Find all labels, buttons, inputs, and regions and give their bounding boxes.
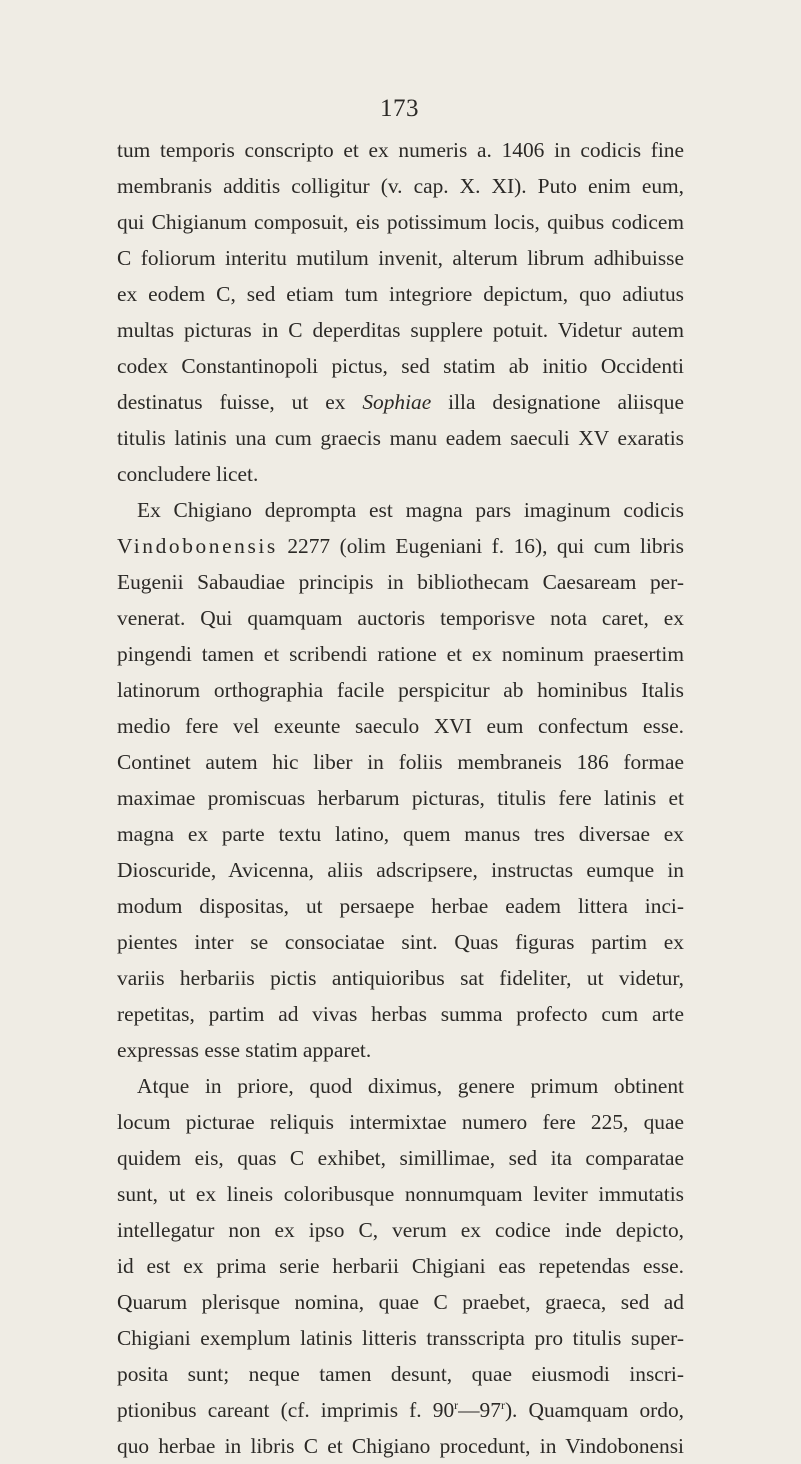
spaced-term: Vindobonensis xyxy=(117,534,278,558)
text-line: tum temporis conscripto et ex numeris a. 1406 in codicis fine xyxy=(117,138,684,162)
text-line: venerat. Qui quamquam auctoris temporisve nota caret, ex xyxy=(117,606,684,630)
text-line: latinorum orthographia facile perspicitur ab hominibus Italis xyxy=(117,678,684,702)
text-segment: ). Quamquam ordo, xyxy=(504,1398,684,1422)
text-line: ex eodem C, sed etiam tum integriore depictum, quo adiutus xyxy=(117,282,684,306)
text-line: concludere licet. xyxy=(117,462,259,486)
body-text xyxy=(117,132,684,1464)
text-line: repetitas, partim ad vivas herbas summa profecto cum arte xyxy=(117,1002,684,1026)
text-segment: destinatus fuisse, ut ex xyxy=(117,390,363,414)
text-line: pingendi tamen et scribendi ratione et ex nominum praesertim xyxy=(117,642,684,666)
text-line: magna ex parte textu latino, quem manus tres diversae ex xyxy=(117,822,684,846)
text-line: Eugenii Sabaudiae principis in bibliothecam Caesaream per- xyxy=(117,570,684,594)
text-line: Quarum plerisque nomina, quae C praebet, graeca, sed ad xyxy=(117,1290,684,1314)
text-line: qui Chigianum composuit, eis potissimum locis, quibus codicem xyxy=(117,210,684,234)
text-segment: —97 xyxy=(458,1398,501,1422)
text-line: sunt, ut ex lineis coloribusque nonnumquam leviter immutatis xyxy=(117,1182,684,1206)
text-line: pientes inter se consociatae sint. Quas figuras partim ex xyxy=(117,930,684,954)
text-line: id est ex prima serie herbarii Chigiani eas repetendas esse. xyxy=(117,1254,684,1278)
text-line xyxy=(117,1392,684,1428)
text-line: Dioscuride, Avicenna, aliis adscripsere, instructas eumque in xyxy=(117,858,684,882)
text-line: expressas esse statim apparet. xyxy=(117,1038,372,1062)
text-line: Continet autem hic liber in foliis membraneis 186 formae xyxy=(117,750,684,774)
text-line: medio fere vel exeunte saeculo XVI eum confectum esse. xyxy=(117,714,684,738)
paragraph-start-line: Atque in priore, quod diximus, genere primum obtinent xyxy=(137,1074,684,1098)
text-line: quo herbae in libris C et Chigiano procedunt, in Vindobonensi xyxy=(117,1434,684,1458)
paragraph-start-line: Ex Chigiano deprompta est magna pars imaginum codicis xyxy=(137,498,684,522)
text-line: locum picturae reliquis intermixtae numero fere 225, quae xyxy=(117,1110,684,1134)
text-line xyxy=(117,384,684,420)
superscript: r xyxy=(454,1398,459,1412)
superscript: r xyxy=(500,1398,505,1412)
text-line: maximae promiscuas herbarum picturas, titulis fere latinis et xyxy=(117,786,684,810)
text-line: quidem eis, quas C exhibet, simillimae, sed ita comparatae xyxy=(117,1146,684,1170)
text-line: codex Constantinopoli pictus, sed statim ab initio Occidenti xyxy=(117,354,684,378)
text-line: intellegatur non ex ipso C, verum ex codice inde depicto, xyxy=(117,1218,684,1242)
text-segment: ptionibus careant (cf. imprimis f. 90 xyxy=(117,1398,455,1422)
text-line: posita sunt; neque tamen desunt, quae eiusmodi inscri- xyxy=(117,1362,684,1386)
text-segment: illa designatione aliisque xyxy=(431,390,684,414)
page-number: 173 xyxy=(380,95,419,122)
text-line: titulis latinis una cum graecis manu eadem saeculi XV exaratis xyxy=(117,426,684,450)
text-line: membranis additis colligitur (v. cap. X. XI). Puto enim eum, xyxy=(117,174,684,198)
text-line: Chigiani exemplum latinis litteris transscripta pro titulis super- xyxy=(117,1326,684,1350)
text-line: variis herbariis pictis antiquioribus sat fideliter, ut videtur, xyxy=(117,966,684,990)
text-segment: 2277 (olim Eugeniani f. 16), qui cum libris xyxy=(277,534,684,558)
text-line: modum dispositas, ut persaepe herbae eadem littera inci- xyxy=(117,894,684,918)
text-line: multas picturas in C deperditas supplere potuit. Videtur autem xyxy=(117,318,684,342)
italic-term: Sophiae xyxy=(362,390,432,414)
text-line xyxy=(117,528,684,564)
text-line: C foliorum interitu mutilum invenit, alterum librum adhibuisse xyxy=(117,246,684,270)
